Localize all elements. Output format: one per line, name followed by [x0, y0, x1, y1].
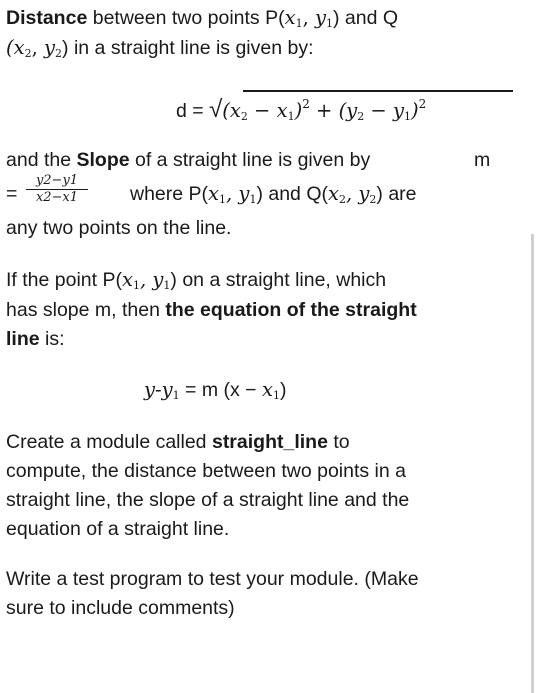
subscript: 2	[55, 47, 63, 60]
are-text: ) are	[376, 183, 417, 205]
equation-is: is:	[45, 328, 65, 350]
task-line-2: compute, the distance between two points in a	[6, 460, 406, 482]
slope-text: of a straight line is given by	[135, 149, 371, 171]
test-line-1: Write a test program to test your module. (Make	[6, 568, 419, 590]
test-line-2: sure to include comments)	[6, 597, 235, 619]
equation-line-2	[6, 298, 417, 322]
fraction-denominator: x2−x1	[35, 190, 79, 205]
formula-m: = m (x −	[185, 379, 257, 401]
slope-line-3: any two points on the line.	[6, 217, 232, 239]
and-q-text: ) and Q(	[256, 183, 328, 205]
slope-m-label: m	[474, 149, 491, 171]
slope-intro: and the	[6, 149, 72, 171]
var-y: y	[44, 36, 56, 59]
equation-text-2: has slope m, then	[6, 299, 160, 321]
subscript: 1	[295, 17, 303, 30]
sqrt-icon: √	[209, 96, 223, 123]
module-name: straight_line	[211, 431, 328, 453]
subscript: 2	[24, 47, 32, 60]
distance-line-1	[6, 6, 398, 36]
distance-text-end: ) in a straight line is given by:	[62, 37, 314, 59]
distance-line-2: ($x_2$, $y_2$) in a straight line is given by:	[6, 36, 314, 60]
distance-heading: Distance	[6, 7, 88, 29]
distance-formula: $d = √(x_2 - x_1)^2 + (y_2 - y_1)^2$	[176, 96, 427, 123]
var-y: y	[314, 6, 327, 29]
line-equation-formula: $y-y_1 = m$ $(x - x_1)$	[144, 378, 287, 402]
slope-equals: =	[6, 183, 18, 205]
scrollbar[interactable]	[531, 234, 534, 693]
slope-heading: Slope	[76, 149, 130, 171]
task-to: to	[333, 431, 350, 453]
task-line-1	[6, 430, 350, 454]
distance-text: between two points P(	[92, 7, 285, 29]
slope-line-1	[6, 148, 370, 172]
equation-intro: If the point	[6, 269, 98, 291]
equation-text: ) on a straight line, which	[170, 269, 387, 291]
task-intro: Create a module called	[6, 431, 207, 453]
formula-close: )	[280, 379, 287, 401]
equation-line-1: If the point $P(x_1$, $y_1$) on a straight line, which	[6, 268, 387, 292]
comma: ,	[31, 36, 45, 59]
where-text: where P(	[130, 183, 209, 205]
point-p: P(	[102, 269, 122, 291]
equation-line-3	[6, 327, 65, 351]
equation-bold-line: line	[6, 328, 40, 350]
distance-text-mid: ) and Q	[333, 7, 399, 29]
sqrt-bar	[243, 90, 513, 92]
formula-lhs: d =	[176, 100, 204, 122]
slope-line-2: where $P(x_1$, $y_1$) and $Q(x_2$, $y_2$) are	[130, 182, 417, 206]
task-line-3: straight line, the slope of a straight line and the	[6, 489, 410, 511]
fraction-numerator: y2−y1	[35, 173, 79, 188]
task-line-4: equation of a straight line.	[6, 518, 230, 540]
slope-fraction	[26, 174, 88, 205]
equation-bold-text: the equation of the straight	[165, 299, 417, 321]
var-x: x	[284, 6, 296, 29]
comma: ,	[302, 6, 315, 29]
var-x: x	[13, 36, 25, 59]
subscript: 1	[326, 17, 334, 30]
